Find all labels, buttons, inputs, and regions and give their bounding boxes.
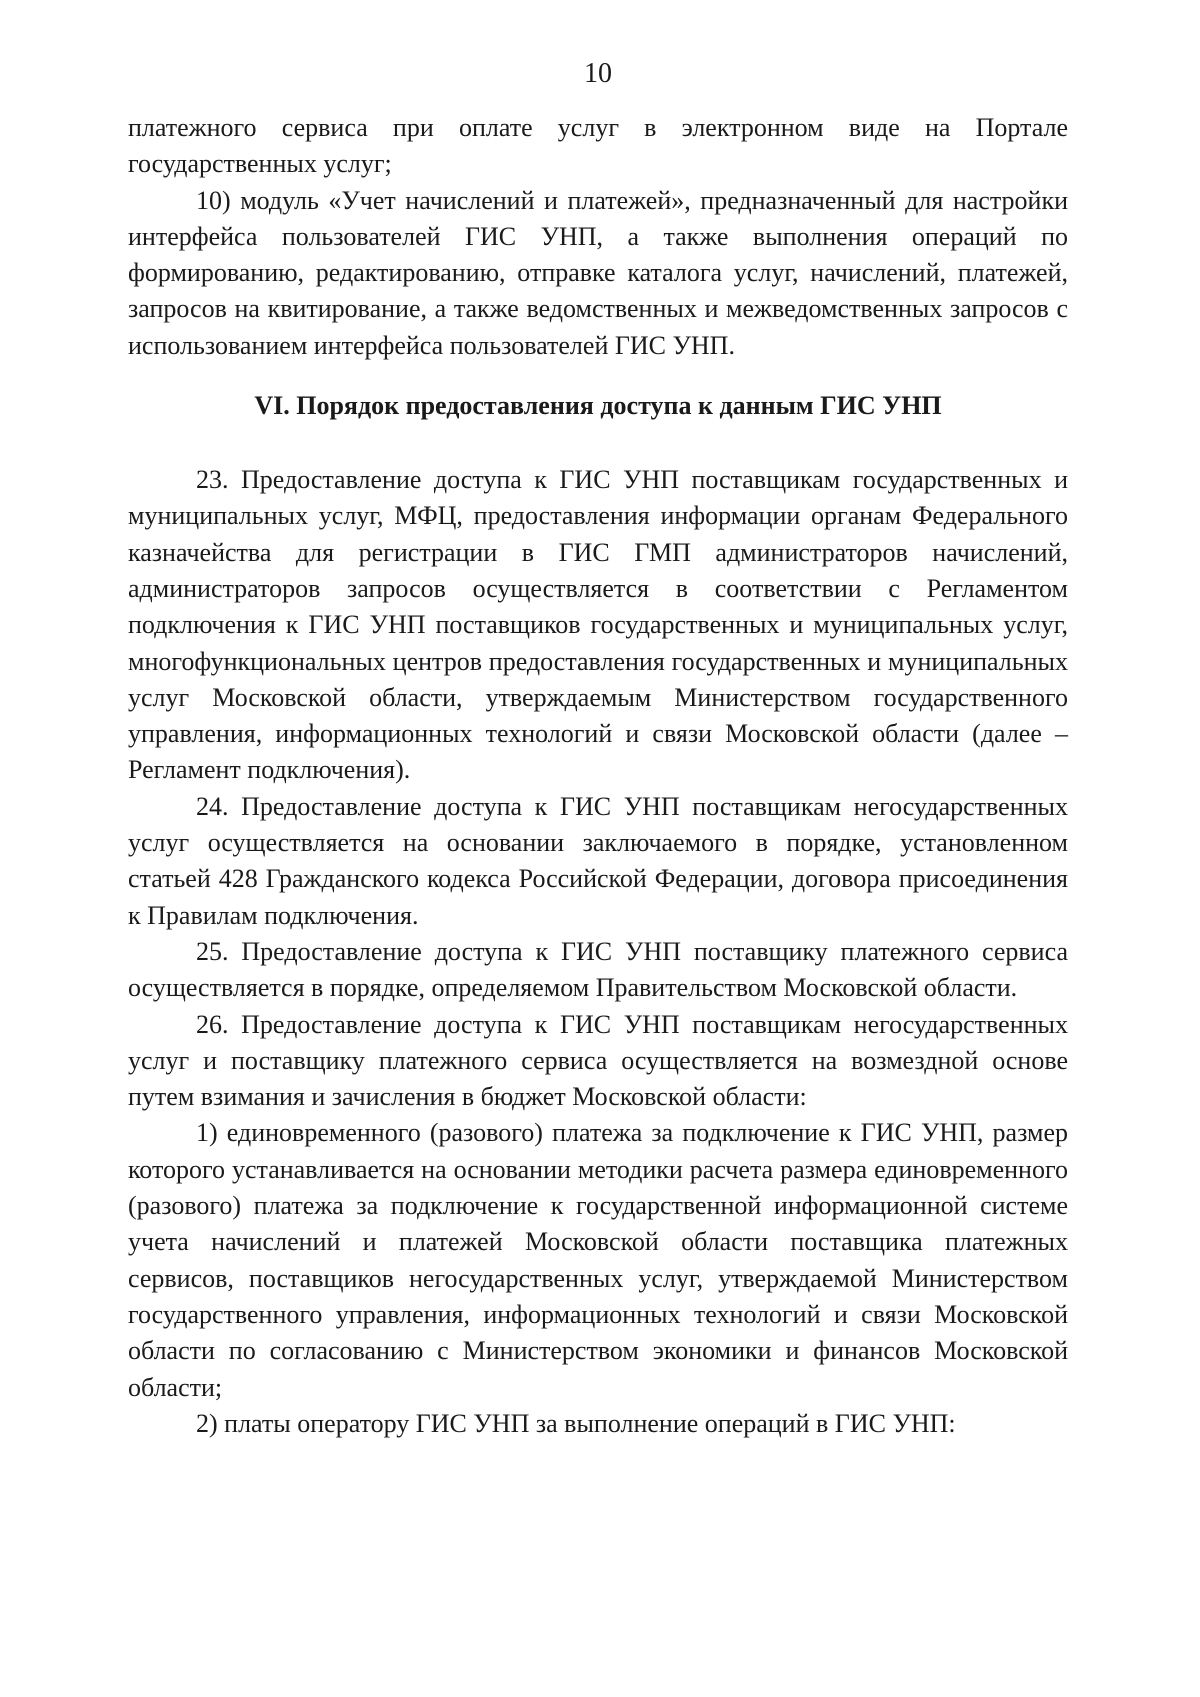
paragraph-continuation: платежного сервиса при оплате услуг в электронном виде на Портале государственных услуг;: [128, 113, 1068, 179]
paragraph-24: 24. Предоставление доступа к ГИС УНП поставщикам негосударственных услуг осуществляется на основании заключаемого в порядке, установленном статьей 428 Гражданского кодекса Российской Федерации, договора присоединения к Правилам подключения.: [128, 791, 1068, 930]
paragraph-26: 26. Предоставление доступа к ГИС УНП поставщикам негосударственных услуг и поставщику платежного сервиса осуществляется на возмездной основе путем взимания и зачисления в бюджет Московской области:: [128, 1009, 1068, 1112]
paragraph-23: 23. Предоставление доступа к ГИС УНП поставщикам государственных и муниципальных услуг, МФЦ, предоставления информации органам Федерального казначейства для регистрации в ГИС ГМП администраторов начислений, администраторов запросов осуществляется в соответствии с Регламентом подключения к ГИС УНП поставщиков государственных и муниципальных услуг, многофункциональных центров предоставления государственных и муниципальных услуг Московской области, утверждаемым Министерством государственного управления, информационных технологий и связи Московской области (далее – Регламент подключения).: [128, 465, 1068, 785]
document-body: [128, 110, 1068, 1442]
paragraph-26-item-2: 2) платы оператору ГИС УНП за выполнение операций в ГИС УНП:: [196, 1408, 956, 1438]
section-heading: VI. Порядок предоставления доступа к данным ГИС УНП: [254, 391, 942, 421]
paragraph-25: 25. Предоставление доступа к ГИС УНП поставщику платежного сервиса осуществляется в порядке, определяемом Правительством Московской области.: [128, 936, 1068, 1003]
paragraph-item-10: 10) модуль «Учет начислений и платежей», предназначенный для настройки интерфейса пользователей ГИС УНП, а также выполнения операций по формированию, редактированию, отправке каталога услуг, начислений, платежей, запросов на квитирование, а также ведомственных и межведомственных запросов с использованием интерфейса пользователей ГИС УНП.: [128, 185, 1068, 360]
page-number: 10: [584, 58, 612, 89]
paragraph-26-item-1: 1) единовременного (разового) платежа за подключение к ГИС УНП, размер которого устанавливается на основании методики расчета размера единовременного (разового) платежа за подключение к государственной информационной системе учета начислений и платежей Московской области поставщика платежных сервисов, поставщиков негосударственных услуг, утверждаемой Министерством государственного управления, информационных технологий и связи Московской области по согласованию с Министерством экономики и финансов Московской области;: [128, 1118, 1068, 1402]
